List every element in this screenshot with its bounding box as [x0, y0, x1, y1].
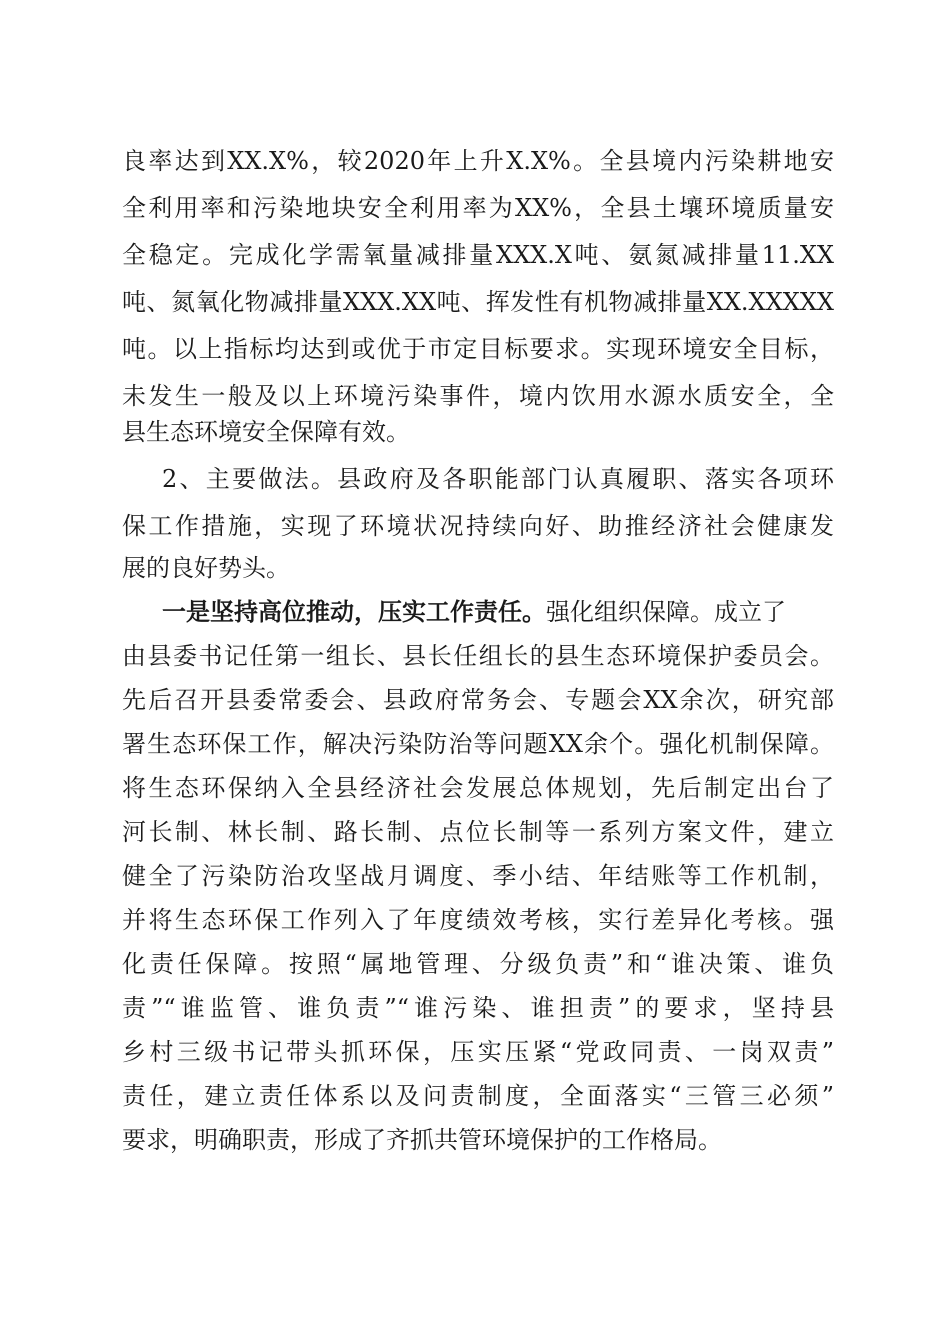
- text-line: 全利用率和污染地块安全利用率为XX%，全县土壤环境质量安: [122, 194, 834, 222]
- text-line: 将生态环保纳入全县经济社会发展总体规划，先后制定出台了: [122, 774, 834, 802]
- paragraph-first-line: [162, 589, 834, 635]
- text-span: 强化组织保障。成立了: [546, 598, 786, 626]
- text-line: 责”“谁监管、谁负责”“谁污染、谁担责”的要求，坚持县: [122, 994, 834, 1022]
- text-line: 未发生一般及以上环境污染事件，境内饮用水源水质安全，全: [122, 382, 834, 410]
- text-line: 署生态环保工作，解决污染防治等问题XX余个。强化机制保障。: [122, 730, 834, 758]
- text-line: 并将生态环保工作列入了年度绩效考核，实行差异化考核。强: [122, 906, 834, 934]
- text-line: 责任，建立责任体系以及问责制度，全面落实“三管三必须”: [122, 1082, 834, 1110]
- text-line: 乡村三级书记带头抓环保，压实压紧“党政同责、一岗双责”: [122, 1038, 834, 1066]
- text-line: 健全了污染防治攻坚战月调度、季小结、年结账等工作机制，: [122, 862, 834, 890]
- text-line: 由县委书记任第一组长、县长任组长的县生态环境保护委员会。: [122, 642, 834, 670]
- text-line: 展的良好势头。: [122, 554, 290, 582]
- text-line: 要求，明确职责，形成了齐抓共管环境保护的工作格局。: [122, 1126, 722, 1154]
- text-line: 保工作措施，实现了环境状况持续向好、助推经济社会健康发: [122, 512, 834, 540]
- text-line: 2、主要做法。县政府及各职能部门认真履职、落实各项环: [162, 465, 834, 493]
- text-line: 全稳定。完成化学需氧量减排量XXX.X吨、氨氮减排量11.XX: [122, 241, 834, 269]
- text-line: 吨。以上指标均达到或优于市定目标要求。实现环境安全目标，: [122, 335, 834, 363]
- text-line: 县生态环境安全保障有效。: [122, 418, 410, 446]
- text-line: 吨、氮氧化物减排量XXX.XX吨、挥发性有机物减排量XX.XXXXX: [122, 288, 834, 316]
- bold-lead-text: 一是坚持高位推动，压实工作责任。: [162, 597, 546, 626]
- text-line: 先后召开县委常委会、县政府常务会、专题会XX余次，研究部: [122, 686, 834, 714]
- text-line: 河长制、林长制、路长制、点位长制等一系列方案文件，建立: [122, 818, 834, 846]
- text-line: 化责任保障。按照“属地管理、分级负责”和“谁决策、谁负: [122, 950, 834, 978]
- text-line: 良率达到XX.X%，较2020年上升X.X%。全县境内污染耕地安: [122, 147, 834, 175]
